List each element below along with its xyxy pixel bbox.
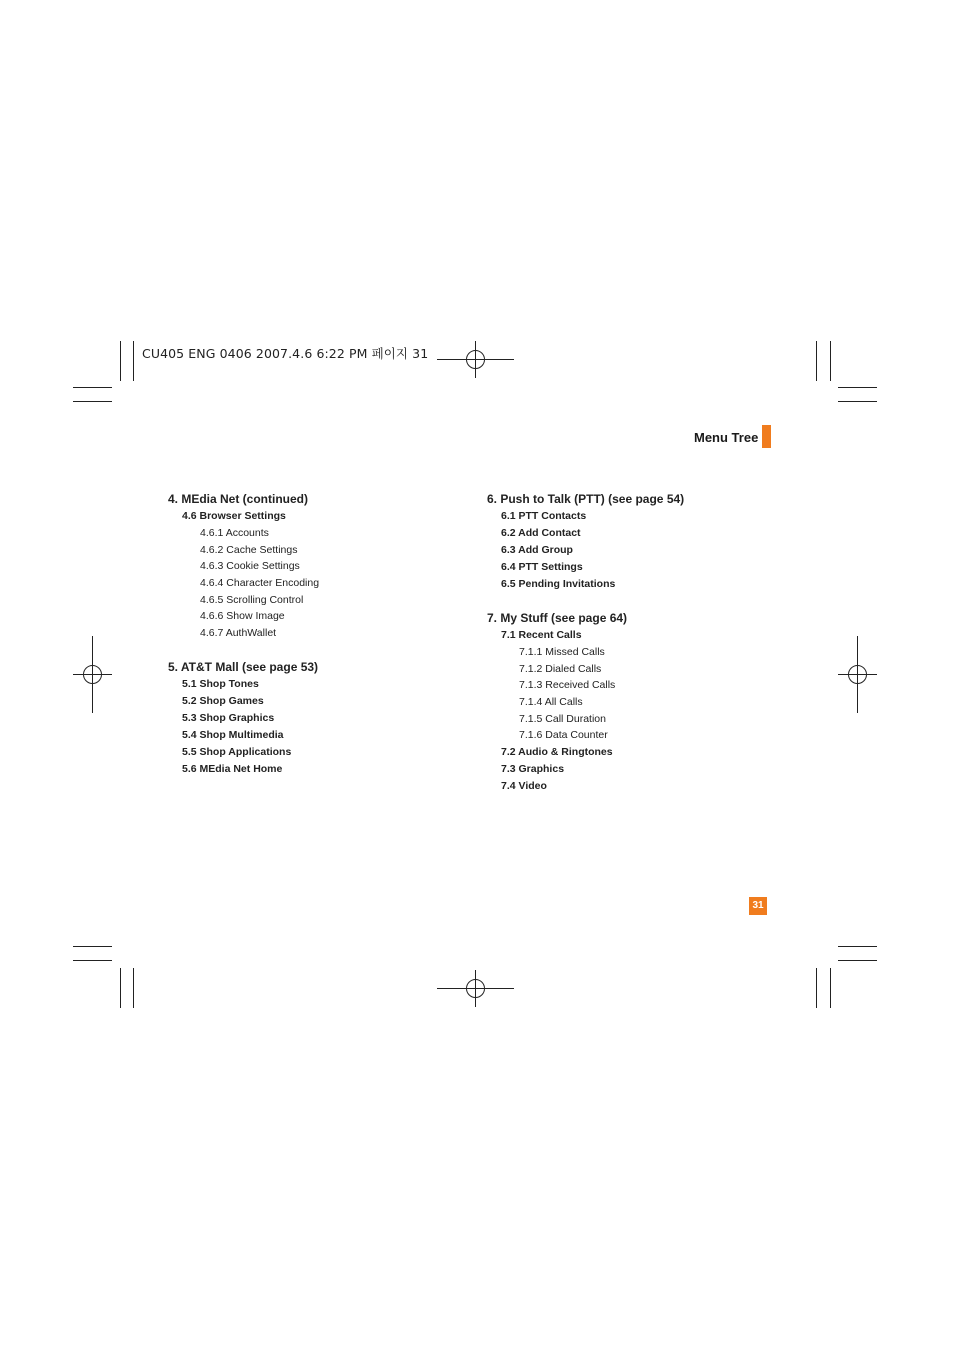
menu-item: 5.2 Shop Games [182,694,264,707]
menu-subitem: 7.1.3 Received Calls [519,679,616,692]
menu-tree-left-column [168,490,488,778]
menu-subitem: 7.1.1 Missed Calls [519,646,605,658]
crop-mark [133,341,134,381]
crop-mark [838,960,877,961]
menu-item: 6.1 PTT Contacts [501,510,587,522]
section-gap [168,642,488,658]
menu-item: 7.2 Audio & Ringtones [501,746,613,759]
menu-item: 5.1 Shop Tones [182,677,259,690]
menu-section-heading: 6. Push to Talk (PTT) (see page 54) [487,492,685,506]
menu-item: 7.1 Recent Calls [501,629,582,641]
crop-mark [816,968,817,1008]
crop-mark [73,387,112,388]
crop-mark [830,341,831,381]
menu-item: 5.3 Shop Graphics [182,711,275,724]
menu-section-heading: 4. MEdia Net (continued) [168,492,309,506]
crop-mark [73,946,112,947]
section-gap [487,593,807,609]
menu-item: 5.5 Shop Applications [182,745,292,758]
print-header: CU405 ENG 0406 2007.4.6 6:22 PM 페이지 31 [142,346,429,361]
menu-item: 7.3 Graphics [501,763,565,776]
menu-subitem: 4.6.2 Cache Settings [200,543,298,556]
menu-item: 6.3 Add Group [501,544,573,556]
page-number: 31 [749,897,767,915]
registration-mark-icon [437,341,514,378]
menu-item: 6.5 Pending Invitations [501,578,616,590]
menu-item: 5.4 Shop Multimedia [182,728,284,741]
crop-mark [120,968,121,1008]
menu-subitem: 4.6.7 AuthWallet [200,627,277,640]
menu-item: 5.6 MEdia Net Home [182,762,283,775]
menu-subitem: 4.6.3 Cookie Settings [200,560,300,573]
crop-mark [838,946,877,947]
section-title: Menu Tree [694,430,759,445]
crop-mark [133,968,134,1008]
crop-mark [838,387,877,388]
menu-subitem: 4.6.5 Scrolling Control [200,593,304,606]
crop-mark [73,401,112,402]
crop-mark [838,401,877,402]
registration-mark-icon [73,636,112,713]
crop-mark [830,968,831,1008]
crop-mark [816,341,817,381]
menu-item: 6.2 Add Contact [501,527,581,539]
crop-mark [120,341,121,381]
menu-section-heading: 7. My Stuff (see page 64) [487,611,628,625]
menu-subitem: 7.1.5 Call Duration [519,712,606,725]
section-tab-marker [762,425,771,448]
menu-subitem: 4.6.6 Show Image [200,610,285,623]
registration-mark-icon [838,636,877,713]
menu-subitem: 7.1.2 Dialed Calls [519,662,602,675]
menu-section-heading: 5. AT&T Mall (see page 53) [168,659,319,674]
menu-item: 6.4 PTT Settings [501,561,583,573]
menu-subitem: 4.6.1 Accounts [200,527,269,539]
registration-mark-icon [437,970,514,1007]
crop-mark [73,960,112,961]
menu-item: 4.6 Browser Settings [182,510,286,522]
menu-subitem: 7.1.4 All Calls [519,696,583,709]
menu-subitem: 4.6.4 Character Encoding [200,577,320,590]
menu-subitem: 7.1.6 Data Counter [519,729,608,742]
menu-tree-right-column [487,490,807,795]
menu-item: 7.4 Video [501,780,547,793]
